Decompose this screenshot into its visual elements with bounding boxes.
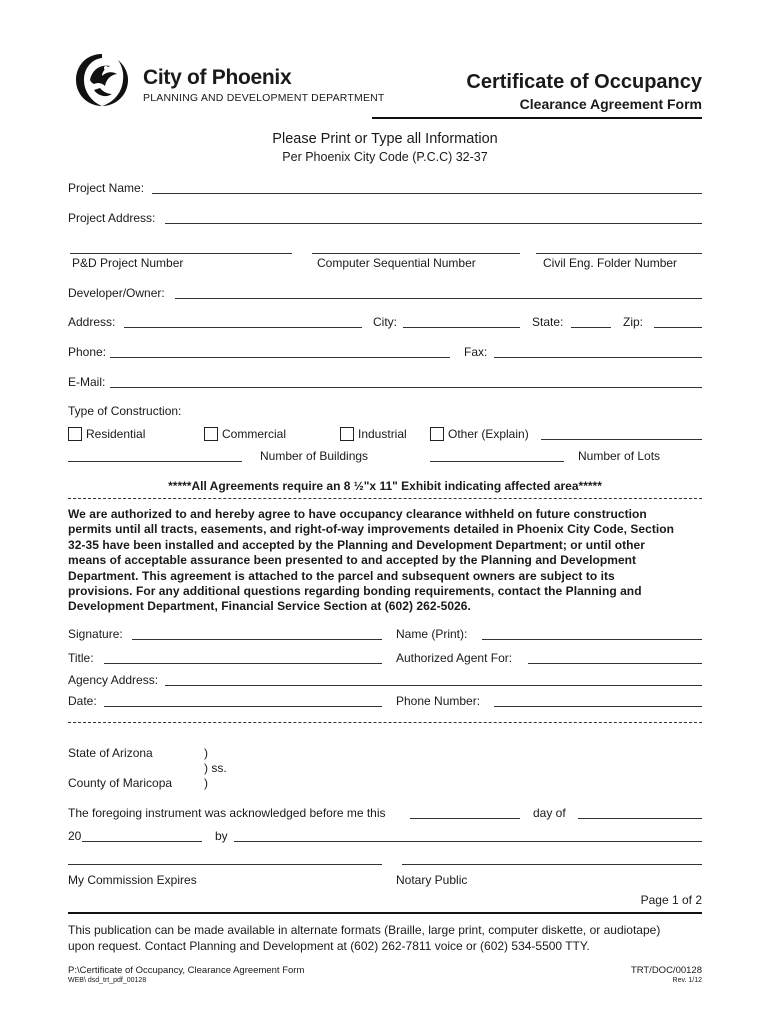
agency-address-field[interactable] xyxy=(165,685,702,686)
other-explain-field[interactable] xyxy=(541,439,702,440)
email-label: E-Mail: xyxy=(68,375,106,389)
civil-eng-folder-number-field[interactable] xyxy=(536,253,702,254)
agreement-line: We are authorized to and hereby agree to have occupancy clearance withheld on future construction xyxy=(68,507,647,521)
phoenix-bird-logo xyxy=(72,50,132,110)
agreement-paragraph xyxy=(68,507,708,615)
by-label: by xyxy=(215,829,228,843)
industrial-label: Industrial xyxy=(358,427,407,441)
city-field[interactable] xyxy=(403,327,520,328)
dept-name: PLANNING AND DEVELOPMENT DEPARTMENT xyxy=(143,92,385,104)
number-of-lots-label: Number of Lots xyxy=(578,449,661,463)
year-field[interactable] xyxy=(82,841,202,842)
doc-code: TRT/DOC/00128 xyxy=(630,965,702,976)
phone-field[interactable] xyxy=(110,357,450,358)
city-label: City: xyxy=(373,315,397,329)
date-field[interactable] xyxy=(104,706,382,707)
agreement-line: permits until all tracts, easements, and right-of-way improvements detailed in Phoenix City Code, Section xyxy=(68,522,675,537)
county-of-maricopa: County of Maricopa xyxy=(68,776,173,790)
acknowledged-text: The foregoing instrument was acknowledged before me this xyxy=(68,806,386,820)
revision: Rev. 1/12 xyxy=(672,977,702,984)
org-name: City of Phoenix xyxy=(143,66,292,89)
agreement-line: provisions. For any additional questions regarding bonding requirements, contact the Planning and xyxy=(68,584,642,599)
agreement-line: Department. This agreement is attached to the parcel and subsequent owners are subject to its xyxy=(68,568,615,583)
name-print-label: Name (Print): xyxy=(396,627,468,641)
signature-label: Signature: xyxy=(68,627,123,641)
address-label: Address: xyxy=(68,315,116,329)
signature-field[interactable] xyxy=(132,639,382,640)
other-label: Other (Explain) xyxy=(448,427,529,441)
computer-sequential-number-field[interactable] xyxy=(312,253,520,254)
civil-eng-folder-number-label: Civil Eng. Folder Number xyxy=(543,256,678,270)
agency-address-label: Agency Address: xyxy=(68,673,159,687)
authorized-agent-label: Authorized Agent For: xyxy=(396,651,513,665)
web-path: WEB\ dsd_trt_pdf_00128 xyxy=(68,977,147,984)
header-rule xyxy=(372,117,702,119)
footer-rule xyxy=(68,912,702,914)
page-number: Page 1 of 2 xyxy=(640,893,702,907)
industrial-checkbox[interactable] xyxy=(340,427,354,441)
type-of-construction-label: Type of Construction: xyxy=(68,404,182,418)
state-field[interactable] xyxy=(571,327,611,328)
day-of-label: day of xyxy=(533,806,566,820)
commercial-label: Commercial xyxy=(222,427,287,441)
agreement-line: means of acceptable assurance been presented to and accepted by the Planning and Development xyxy=(68,553,637,568)
address-field[interactable] xyxy=(124,327,362,328)
phone-label: Phone: xyxy=(68,345,107,359)
project-name-field[interactable] xyxy=(152,193,702,194)
zip-label: Zip: xyxy=(623,315,644,329)
commission-expires-label: My Commission Expires xyxy=(68,873,197,887)
title-label: Title: xyxy=(68,651,94,665)
notary-public-field[interactable] xyxy=(402,864,702,865)
notary-paren-3: ) xyxy=(204,776,208,790)
state-label: State: xyxy=(532,315,564,329)
year-prefix: 20 xyxy=(68,829,82,843)
project-address-field[interactable] xyxy=(165,223,702,224)
project-address-label: Project Address: xyxy=(68,211,156,225)
exhibit-note: *****All Agreements require an 8 ½"x 11" Exhibit indicating affected area***** xyxy=(168,479,602,493)
day-field[interactable] xyxy=(410,818,520,819)
alt-formats-line1: This publication can be made available in alternate formats (Braille, large print, computer diskette, or audiotape) xyxy=(68,923,661,937)
file-path: P:\Certificate of Occupancy, Clearance Agreement Form xyxy=(68,965,305,976)
form-subtitle: Clearance Agreement Form xyxy=(519,96,702,112)
section-divider-2 xyxy=(68,722,702,723)
number-of-lots-field[interactable] xyxy=(430,461,564,462)
residential-label: Residential xyxy=(86,427,146,441)
fax-field[interactable] xyxy=(494,357,702,358)
notary-public-label: Notary Public xyxy=(396,873,468,887)
date-label: Date: xyxy=(68,694,97,708)
other-checkbox[interactable] xyxy=(430,427,444,441)
section-divider-1 xyxy=(68,498,702,499)
pd-project-number-label: P&D Project Number xyxy=(72,256,184,270)
instructions-line1: Please Print or Type all Information xyxy=(272,131,498,147)
name-print-field[interactable] xyxy=(482,639,702,640)
fax-label: Fax: xyxy=(464,345,488,359)
commercial-checkbox[interactable] xyxy=(204,427,218,441)
title-field[interactable] xyxy=(104,663,382,664)
alt-formats-line2: upon request. Contact Planning and Development at (602) 262-7811 voice or (602) 534-5500 TTY. xyxy=(68,939,590,953)
developer-owner-label: Developer/Owner: xyxy=(68,286,165,300)
project-name-label: Project Name: xyxy=(68,181,145,195)
pd-project-number-field[interactable] xyxy=(70,253,292,254)
notary-ss: ) ss. xyxy=(204,761,227,775)
phone-number-label: Phone Number: xyxy=(396,694,481,708)
instructions-line2: Per Phoenix City Code (P.C.C) 32-37 xyxy=(282,150,488,164)
email-field[interactable] xyxy=(110,387,702,388)
month-field[interactable] xyxy=(578,818,702,819)
agreement-line: 32-35 have been installed and accepted by the Planning and Development Department; or until other xyxy=(68,537,645,552)
commission-expires-field[interactable] xyxy=(68,864,382,865)
number-of-buildings-field[interactable] xyxy=(68,461,242,462)
authorized-agent-field[interactable] xyxy=(528,663,702,664)
computer-sequential-number-label: Computer Sequential Number xyxy=(317,256,476,270)
state-of-arizona: State of Arizona xyxy=(68,746,153,760)
number-of-buildings-label: Number of Buildings xyxy=(260,449,369,463)
zip-field[interactable] xyxy=(654,327,702,328)
agreement-line: Development Department, Financial Service Section at (602) 262-5026. xyxy=(68,599,471,614)
notary-paren-1: ) xyxy=(204,746,208,760)
phone-number-field[interactable] xyxy=(494,706,702,707)
residential-checkbox[interactable] xyxy=(68,427,82,441)
developer-owner-field[interactable] xyxy=(175,298,702,299)
by-field[interactable] xyxy=(234,841,702,842)
form-title: Certificate of Occupancy xyxy=(466,71,702,93)
